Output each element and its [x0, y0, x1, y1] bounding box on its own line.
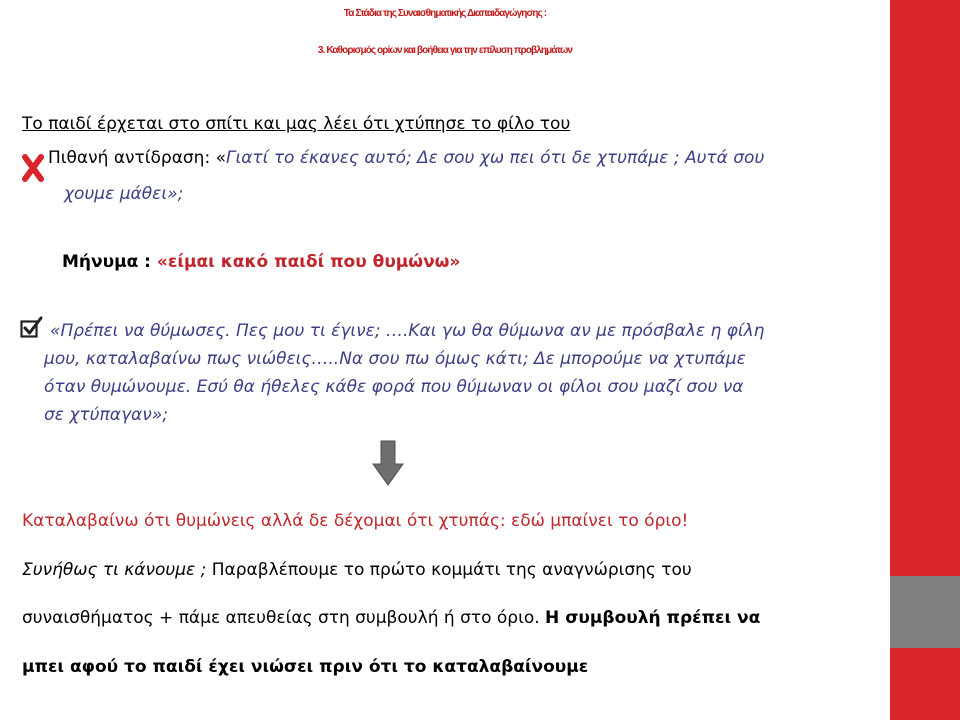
sidebar-gray-band	[890, 576, 960, 648]
usual-line1	[22, 558, 692, 582]
usual-answer: Παραβλέπουμε το πρώτο κομμάτι της αναγνώρισης του	[211, 560, 692, 580]
right-reaction-line1: «Πρέπει να θύμωσες. Πες μου τι έγινε; ….Και γω θα θύμωνα αν με πρόσβαλε η φίλη	[50, 321, 765, 341]
usual-line2-plain: συναισθήματος + πάμε απευθείας στη συμβουλή ή στο όριο.	[22, 608, 546, 628]
message-line	[62, 250, 460, 274]
checkbox-icon	[20, 316, 44, 338]
red-x-icon	[22, 154, 44, 182]
usual-line2-bold: Η συμβουλή πρέπει να	[545, 608, 761, 628]
right-reaction-line3: όταν θυμώνουμε. Εσύ θα ήθελες κάθε φορά που θύμωναν οι φίλοι σου μαζί σου να	[44, 377, 744, 397]
usual-line2	[22, 606, 760, 630]
wrong-reaction-line2: χουμε μάθει»;	[64, 184, 184, 204]
wrong-reaction-line1	[48, 146, 764, 170]
slide-subtitle: 3. Καθορισμός ορίων και βοήθεια για την επίλυση προβλημάτων	[317, 45, 573, 56]
wrong-reaction-quote: Γιατί το έκανες αυτό; Δε σου χω πει ότι δε χτυπάμε ; Αυτά σου	[226, 148, 765, 168]
right-reaction-line4: σε χτύπαγαν»;	[44, 405, 168, 425]
message-text: «είμαι κακό παιδί που θυμώνω»	[156, 252, 461, 272]
usual-question: Συνήθως τι κάνουμε ;	[22, 560, 212, 580]
usual-line3: μπει αφού το παιδί έχει νιώσει πριν ότι το καταλαβαίνουμε	[22, 657, 589, 677]
slide-title: Τα Στάδια της Συναισθηματικής Διαπαιδαγώγησης :	[343, 8, 547, 19]
wrong-reaction-label: Πιθανή αντίδραση: «	[48, 148, 226, 168]
limit-statement: Καταλαβαίνω ότι θυμώνεις αλλά δε δέχομαι ότι χτυπάς: εδώ μπαίνει το όριο!	[22, 511, 689, 531]
down-arrow-icon	[372, 440, 404, 486]
scenario-heading: Το παιδί έρχεται στο σπίτι και μας λέει ότι χτύπησε το φίλο του	[22, 114, 571, 134]
message-label: Μήνυμα :	[62, 252, 157, 272]
right-reaction-line2: μου, καταλαβαίνω πως νιώθεις…..Να σου πω όμως κάτι; Δε μπορούμε να χτυπάμε	[44, 349, 746, 369]
